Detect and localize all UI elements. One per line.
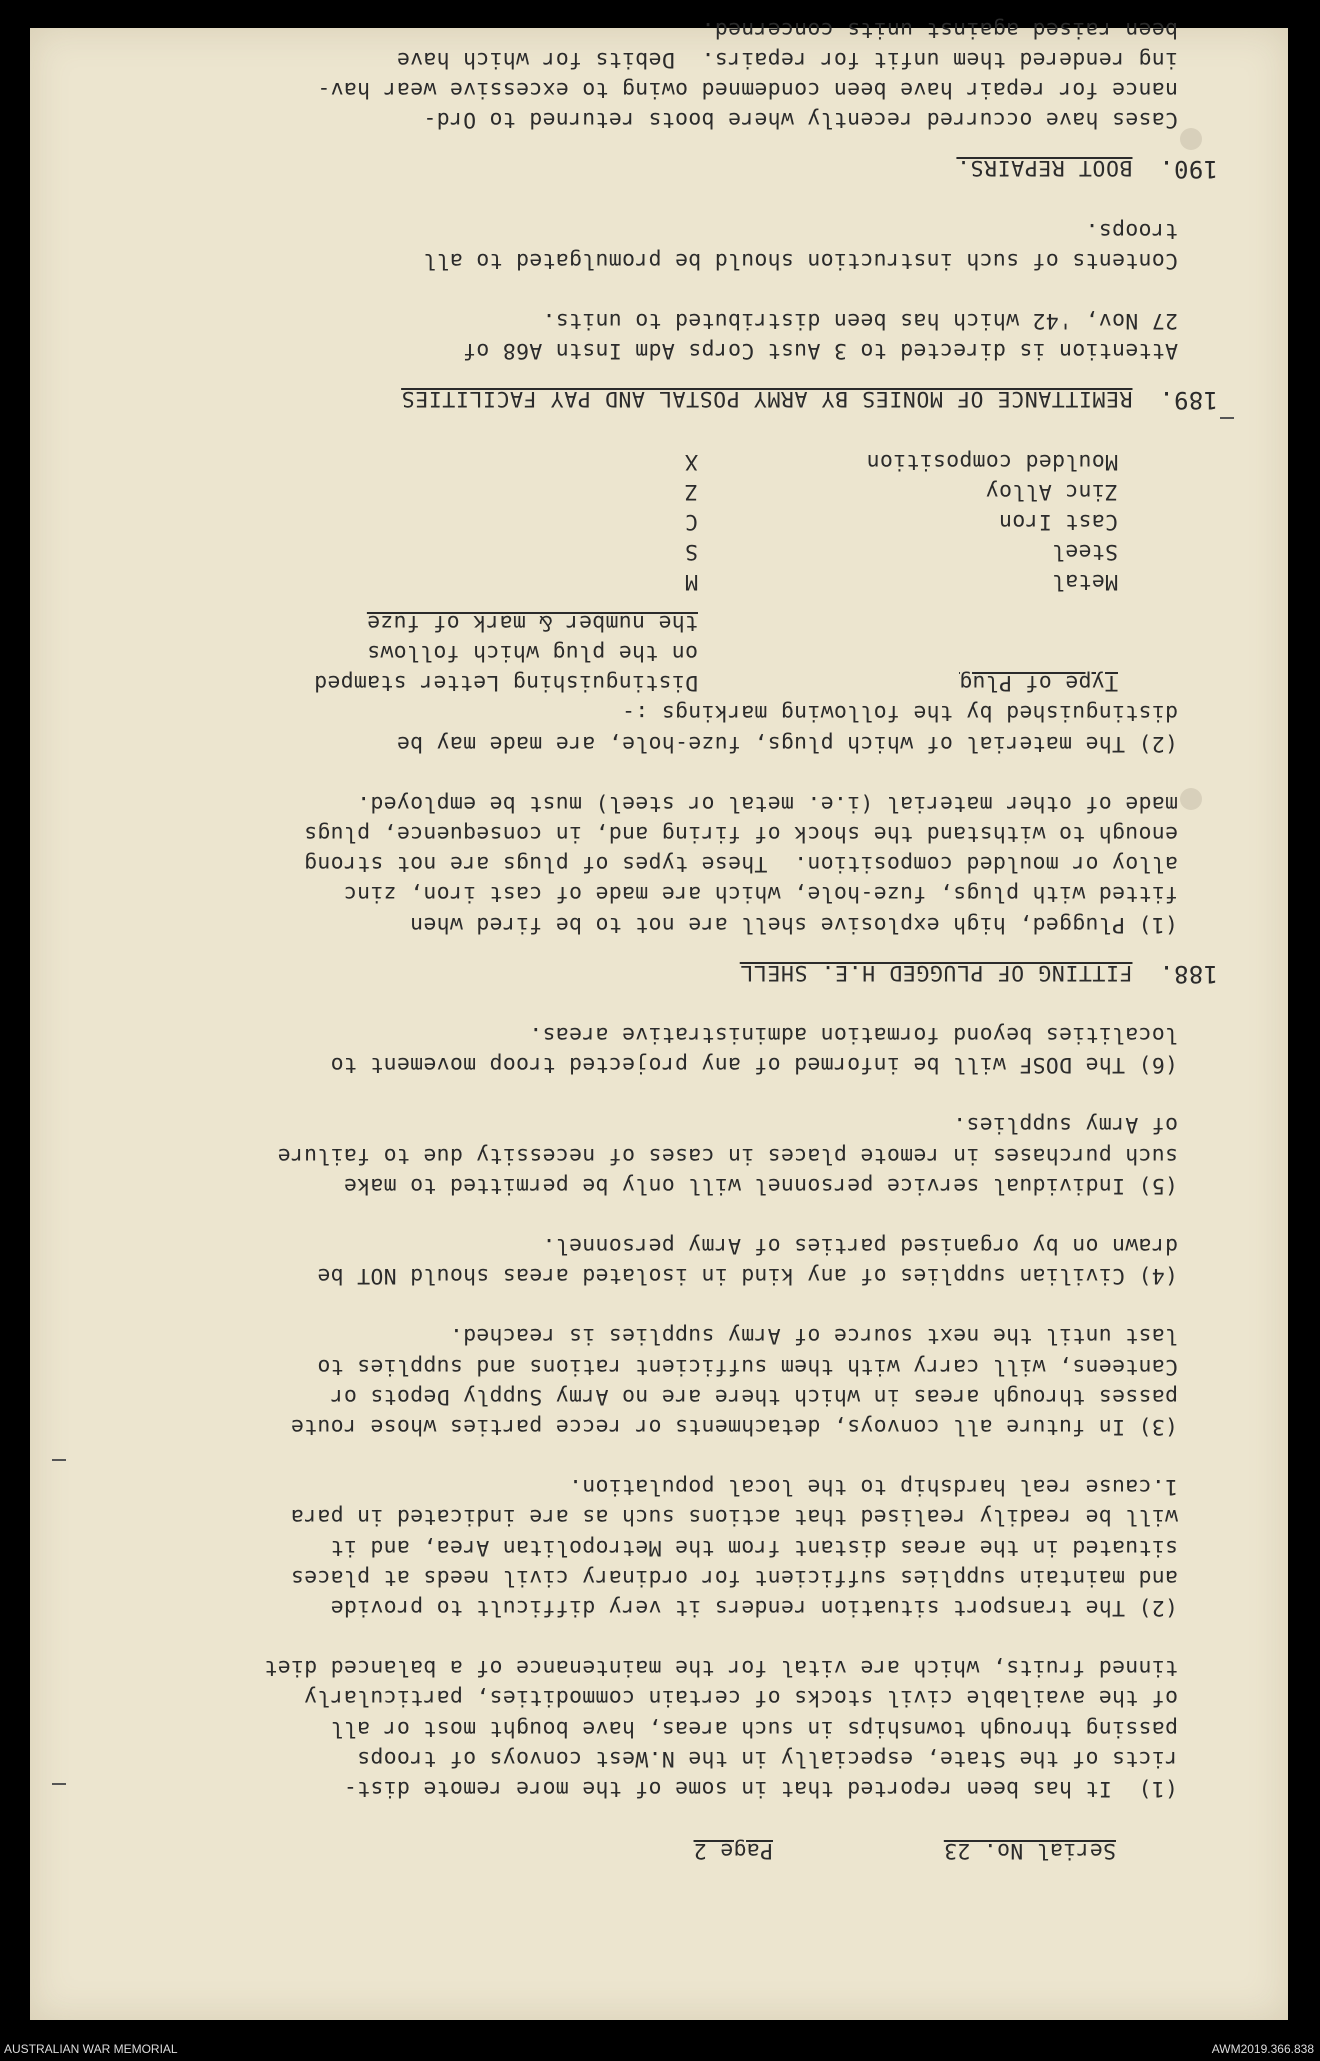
- text-line: ing rendered them unfit for repairs. Debits for which have: [396, 46, 1178, 72]
- text-line: Contents of such instruction should be promulgated to all: [423, 247, 1178, 273]
- section-188-para-2: [98, 697, 1178, 757]
- section-title: FITTING OF PLUGGED H.E. SHELL: [739, 959, 1133, 985]
- text-line: will be readily realised that actions such as are indicated in para: [290, 1504, 1178, 1530]
- text-line: tinned fruits, which are vital for the maintenance of a balanced diet: [264, 1655, 1178, 1681]
- text-line: (6) The DOSF will be informed of any projected troop movement to: [330, 1052, 1178, 1078]
- table-row: [314, 506, 1118, 536]
- text-line: on the plug which follows: [366, 639, 698, 665]
- section-189-para-2: [98, 214, 1178, 274]
- text-line: Cases have occurred recently where boots returned to Ord-: [423, 107, 1178, 133]
- plug-type: Metal: [1051, 569, 1118, 595]
- plug-marking-table: [314, 445, 1118, 697]
- text-line: localities beyond formation administrative areas.: [529, 1021, 1178, 1047]
- para-5: [98, 1109, 1178, 1200]
- footer-credit: AUSTRALIAN WAR MEMORIAL: [4, 2042, 178, 2056]
- table-row: [314, 445, 1118, 475]
- plug-letter: Z: [684, 478, 698, 504]
- section-number: 190.: [1159, 155, 1218, 184]
- plug-letter: M: [684, 569, 698, 595]
- section-188-para-1: [98, 788, 1178, 939]
- text-line: the number & mark of fuze: [366, 609, 698, 635]
- para-2: [98, 1471, 1178, 1622]
- section-190-para-1: [98, 13, 1178, 134]
- section-189-para-1: [98, 305, 1178, 365]
- plug-letter: C: [684, 509, 698, 535]
- document-body: [98, 0, 1218, 1865]
- archive-footer: [0, 2024, 1320, 2061]
- text-line: (3) In future all convoys, detachments or recce parties whose route: [290, 1413, 1178, 1439]
- text-line: troops.: [1085, 217, 1178, 243]
- text-line: Canteens, will carry with them sufficient rations and supplies to: [317, 1353, 1178, 1379]
- text-line: of Army supplies.: [952, 1112, 1178, 1138]
- text-line: enough to withstand the shock of firing and, in consequence, plugs: [303, 820, 1178, 846]
- text-line: made of other material (i.e. metal or steel) must be employed.: [356, 790, 1178, 816]
- inverted-sheet: [30, 16, 1288, 2020]
- text-line: (4) Civilian supplies of any kind in isolated areas should NOT be: [317, 1263, 1178, 1289]
- serial-number: Serial No. 23: [943, 1838, 1116, 1863]
- section-number: 188.: [1159, 959, 1218, 988]
- page-number: Page 2: [693, 1838, 773, 1863]
- text-line: (2) The material of which plugs, fuze-hole, are made may be: [396, 730, 1178, 756]
- text-line: fitted with plugs, fuze-hole, which are made of cast iron, zinc: [343, 881, 1178, 907]
- section-188-heading: [98, 957, 1218, 989]
- text-line: nance for repair have been condemned owing to excessive wear hav-: [317, 77, 1178, 103]
- text-line: passing through townships in such areas, have bought most or all: [330, 1715, 1178, 1741]
- text-line: (2) The transport situation renders it very difficult to provide: [330, 1594, 1178, 1620]
- plug-letter: S: [684, 539, 698, 565]
- page-header: [98, 1825, 1178, 1865]
- para-6: [98, 1019, 1178, 1079]
- table-row: [314, 476, 1118, 506]
- section-title: REMITTANCE OF MONIES BY ARMY POSTAL AND PAY FACILITIES: [401, 386, 1133, 412]
- text-line: and maintain supplies sufficient for ordinary civil needs at places: [290, 1564, 1178, 1590]
- text-line: of the available civil stocks of certain commodities, particularly: [303, 1685, 1178, 1711]
- table-header-letter: [314, 607, 698, 698]
- text-line: 27 Nov, '42 which has been distributed to units.: [542, 308, 1178, 334]
- text-line: 1.cause real hardship to the local population.: [568, 1474, 1178, 1500]
- text-line: alloy or moulded composition. These types of plugs are not strong: [303, 851, 1178, 877]
- text-line: (5) Individual service personnel will only be permitted to make: [343, 1172, 1178, 1198]
- text-line: ricts of the State, especially in the N.West convoys of troops: [356, 1745, 1178, 1771]
- section-189-heading: [98, 383, 1218, 415]
- text-line: such purchases in remote places in cases of necessity due to failure: [277, 1142, 1178, 1168]
- text-line: (1) It has been reported that in some of the more remote dist-: [343, 1776, 1178, 1801]
- text-line: situated in the areas distant from the Metropolitan Area, and it: [330, 1534, 1178, 1560]
- table-header-type: Type of Plug: [959, 670, 1118, 696]
- plug-type: Moulded composition: [866, 448, 1118, 474]
- text-line: last until the next source of Army supplies is reached.: [449, 1323, 1178, 1349]
- section-title: BOOT REPAIRS.: [956, 155, 1133, 181]
- para-3: [98, 1320, 1178, 1441]
- para-1: [98, 1652, 1178, 1803]
- table-row: [314, 566, 1118, 596]
- document-paper: [30, 16, 1288, 2020]
- text-line: (1) Plugged, high explosive shell are not to be fired when: [409, 911, 1178, 937]
- plug-type: Zinc Alloy: [985, 478, 1118, 504]
- footer-accession-number: AWM2019.366.838: [1211, 2042, 1314, 2056]
- plug-type: Steel: [1051, 539, 1118, 565]
- table-header-row: [314, 607, 1118, 698]
- text-line: been raised against units concerned.: [701, 16, 1178, 42]
- plug-letter: X: [684, 448, 698, 474]
- text-line: Attention is directed to 3 Aust Corps Adm Instn A68 of: [462, 338, 1178, 364]
- plug-type: Cast Iron: [998, 509, 1118, 535]
- text-line: drawn on by organised parties of Army personnel.: [542, 1232, 1178, 1258]
- para-4: [98, 1230, 1178, 1290]
- section-190-heading: [98, 152, 1218, 184]
- table-row: [314, 536, 1118, 566]
- section-number: 189.: [1159, 386, 1218, 415]
- text-line: distinguished by the following markings :-: [621, 700, 1178, 726]
- text-line: passes through areas in which there are no Army Supply Depots or: [330, 1383, 1178, 1409]
- text-line: Distinguishing Letter stamped: [313, 670, 698, 696]
